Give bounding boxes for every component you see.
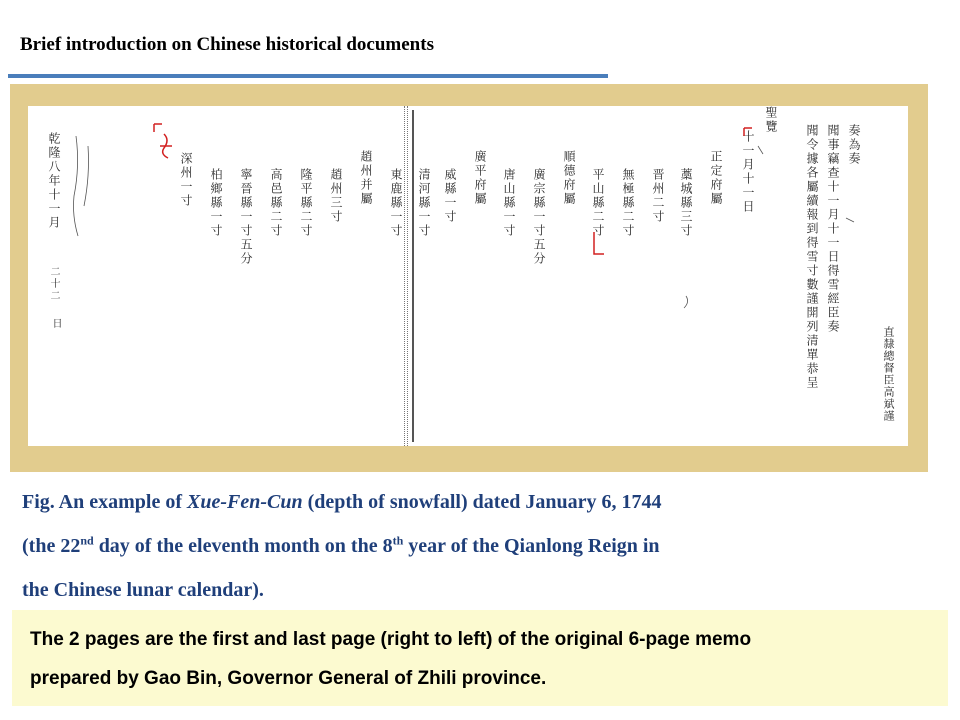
note-line-1: The 2 pages are the first and last page (right to left) of the original 6-page memo bbox=[30, 629, 752, 650]
doc-column: 廣宗縣一寸五分 bbox=[532, 168, 546, 266]
doc-column: 威縣一寸 bbox=[443, 168, 457, 224]
doc-column: 十一月十一日 bbox=[741, 130, 755, 214]
doc-column: 東鹿縣一寸 bbox=[389, 168, 403, 238]
doc-column: 無極縣二寸 bbox=[621, 168, 635, 238]
doc-column: 隆平縣二寸 bbox=[299, 168, 313, 238]
doc-column: 日 bbox=[50, 318, 61, 330]
note-box bbox=[12, 610, 948, 706]
doc-column: 趙州三寸 bbox=[329, 168, 343, 224]
caption-line-2: (the 22nd day of the eleventh month on the 8th year of the Qianlong Reign in bbox=[22, 533, 660, 557]
doc-column: 藁城縣三寸 bbox=[679, 168, 693, 238]
caption-line-3: the Chinese lunar calendar). bbox=[22, 579, 264, 601]
doc-column: 乾隆八年十一月 bbox=[47, 132, 61, 230]
title-underline bbox=[8, 74, 608, 78]
doc-column: 廣平府屬 bbox=[473, 150, 487, 206]
doc-column: 直隸總督臣高斌謹 bbox=[882, 326, 895, 422]
doc-column: 柏鄉縣一寸 bbox=[209, 168, 223, 238]
doc-column: 深州一寸 bbox=[179, 152, 193, 208]
doc-column: 聞令據各屬續報到得雪寸數謹開列清單恭呈 bbox=[805, 124, 819, 390]
note-line-2: prepared by Gao Bin, Governor General of Zhili province. bbox=[30, 668, 547, 689]
doc-column: 晋州二寸 bbox=[651, 168, 665, 224]
document-marks bbox=[28, 106, 908, 446]
figure-caption bbox=[22, 480, 942, 612]
doc-column: 聖覽 bbox=[764, 106, 778, 134]
page-title: Brief introduction on Chinese historical documents bbox=[20, 34, 434, 55]
doc-column: 平山縣二寸 bbox=[591, 168, 605, 238]
doc-column: 唐山縣一寸 bbox=[502, 168, 516, 238]
doc-column: 寧晉縣一寸五分 bbox=[239, 168, 253, 266]
doc-column: 正定府屬 bbox=[709, 150, 723, 206]
doc-column: 奏為奏 bbox=[847, 124, 861, 166]
caption-line-1: Fig. An example of Xue-Fen-Cun (depth of snowfall) dated January 6, 1744 bbox=[22, 491, 662, 513]
document-image bbox=[28, 106, 908, 446]
doc-column: 清河縣一寸 bbox=[417, 168, 431, 238]
doc-column: 順德府屬 bbox=[562, 150, 576, 206]
doc-column: 趙州并屬 bbox=[359, 150, 373, 206]
doc-column: 二十二 bbox=[48, 266, 59, 302]
doc-column: 聞事竊查十一月十一日得雪經臣奏 bbox=[826, 124, 840, 334]
note-text bbox=[30, 620, 942, 698]
doc-column: 高邑縣二寸 bbox=[269, 168, 283, 238]
